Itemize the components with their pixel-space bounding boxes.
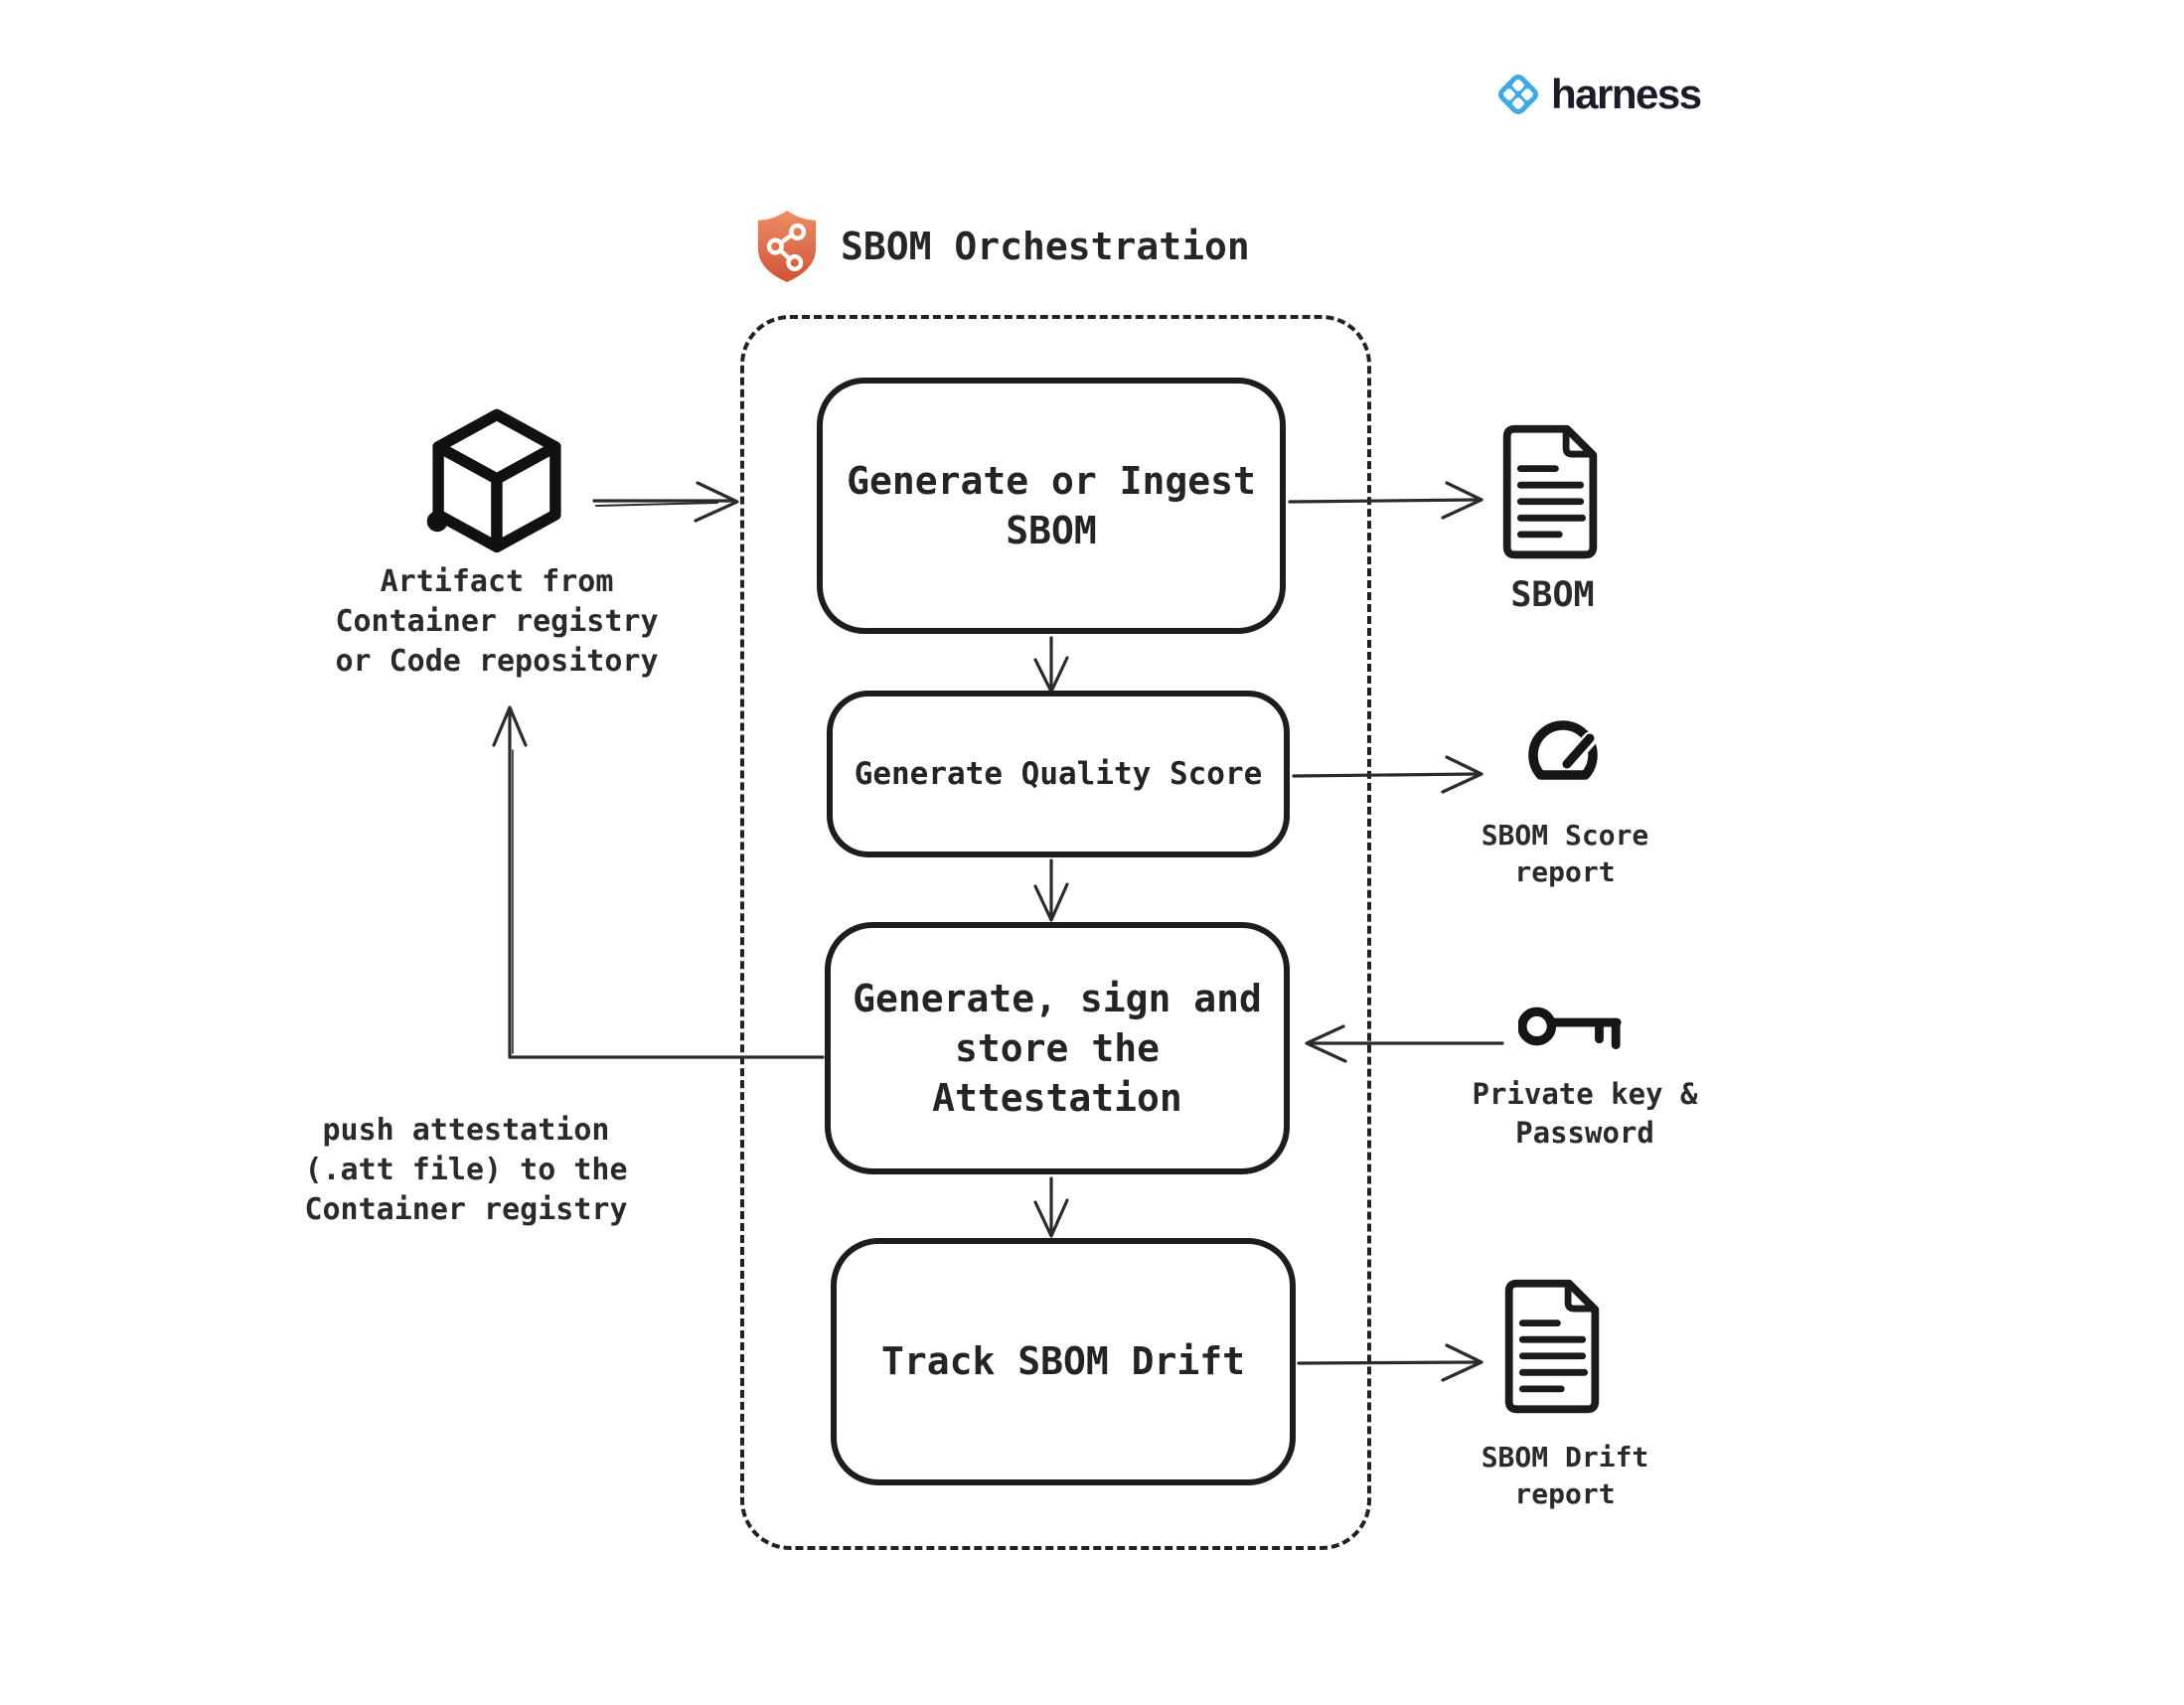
sbom-score-caption-line: report [1514, 855, 1616, 889]
step-label-line: Attestation [932, 1076, 1182, 1121]
sbom-drift-caption [1446, 1439, 1684, 1512]
step-generate-ingest-sbom [817, 378, 1286, 634]
sbom-drift-caption-line: report [1514, 1477, 1616, 1511]
sbom-document-icon [1495, 421, 1607, 563]
push-attestation-line: Container registry [304, 1191, 628, 1227]
harness-logo [1493, 70, 1701, 119]
artifact-caption-line: or Code repository [335, 643, 659, 679]
step-label-line: SBOM [1006, 509, 1097, 552]
push-attestation-note [267, 1111, 665, 1230]
page-title: SBOM Orchestration [841, 225, 1250, 268]
harness-wordmark: harness [1551, 71, 1701, 117]
orchestration-header [753, 205, 1250, 288]
key-icon [1518, 996, 1626, 1053]
push-attestation-line: push attestation [322, 1113, 610, 1148]
artifact-caption-line: Container registry [335, 603, 659, 639]
private-key-caption-line: Private key & [1472, 1077, 1698, 1111]
step-label-line: Generate, sign and [853, 976, 1262, 1020]
private-key-caption [1446, 1075, 1724, 1152]
artifact-caption-line: Artifact from [380, 564, 614, 599]
sbom-output-label: SBOM [1510, 575, 1595, 615]
push-attestation-line: (.att file) to the [304, 1152, 628, 1187]
step-track-sbom-drift [831, 1238, 1296, 1485]
arrow-artifact-to-pipeline [594, 483, 737, 521]
gauge-icon [1518, 717, 1608, 792]
step-label-line: Generate Quality Score [854, 755, 1263, 792]
step-generate-quality-score [827, 691, 1290, 857]
step-label-line: store the [955, 1025, 1160, 1070]
sbom-shield-icon [753, 208, 821, 285]
drift-document-icon [1497, 1276, 1609, 1418]
sbom-drift-caption-line: SBOM Drift [1481, 1441, 1649, 1473]
step-label-line: Generate or Ingest [847, 458, 1256, 503]
private-key-caption-line: Password [1515, 1115, 1654, 1150]
sbom-score-caption-line: SBOM Score [1481, 819, 1649, 852]
step-generate-sign-store-attestation [825, 922, 1290, 1174]
step-label-line: Track SBOM Drift [880, 1339, 1246, 1384]
harness-logo-icon [1493, 70, 1543, 119]
artifact-caption [248, 562, 745, 682]
sbom-score-caption [1446, 817, 1684, 890]
package-cube-icon [421, 403, 572, 554]
